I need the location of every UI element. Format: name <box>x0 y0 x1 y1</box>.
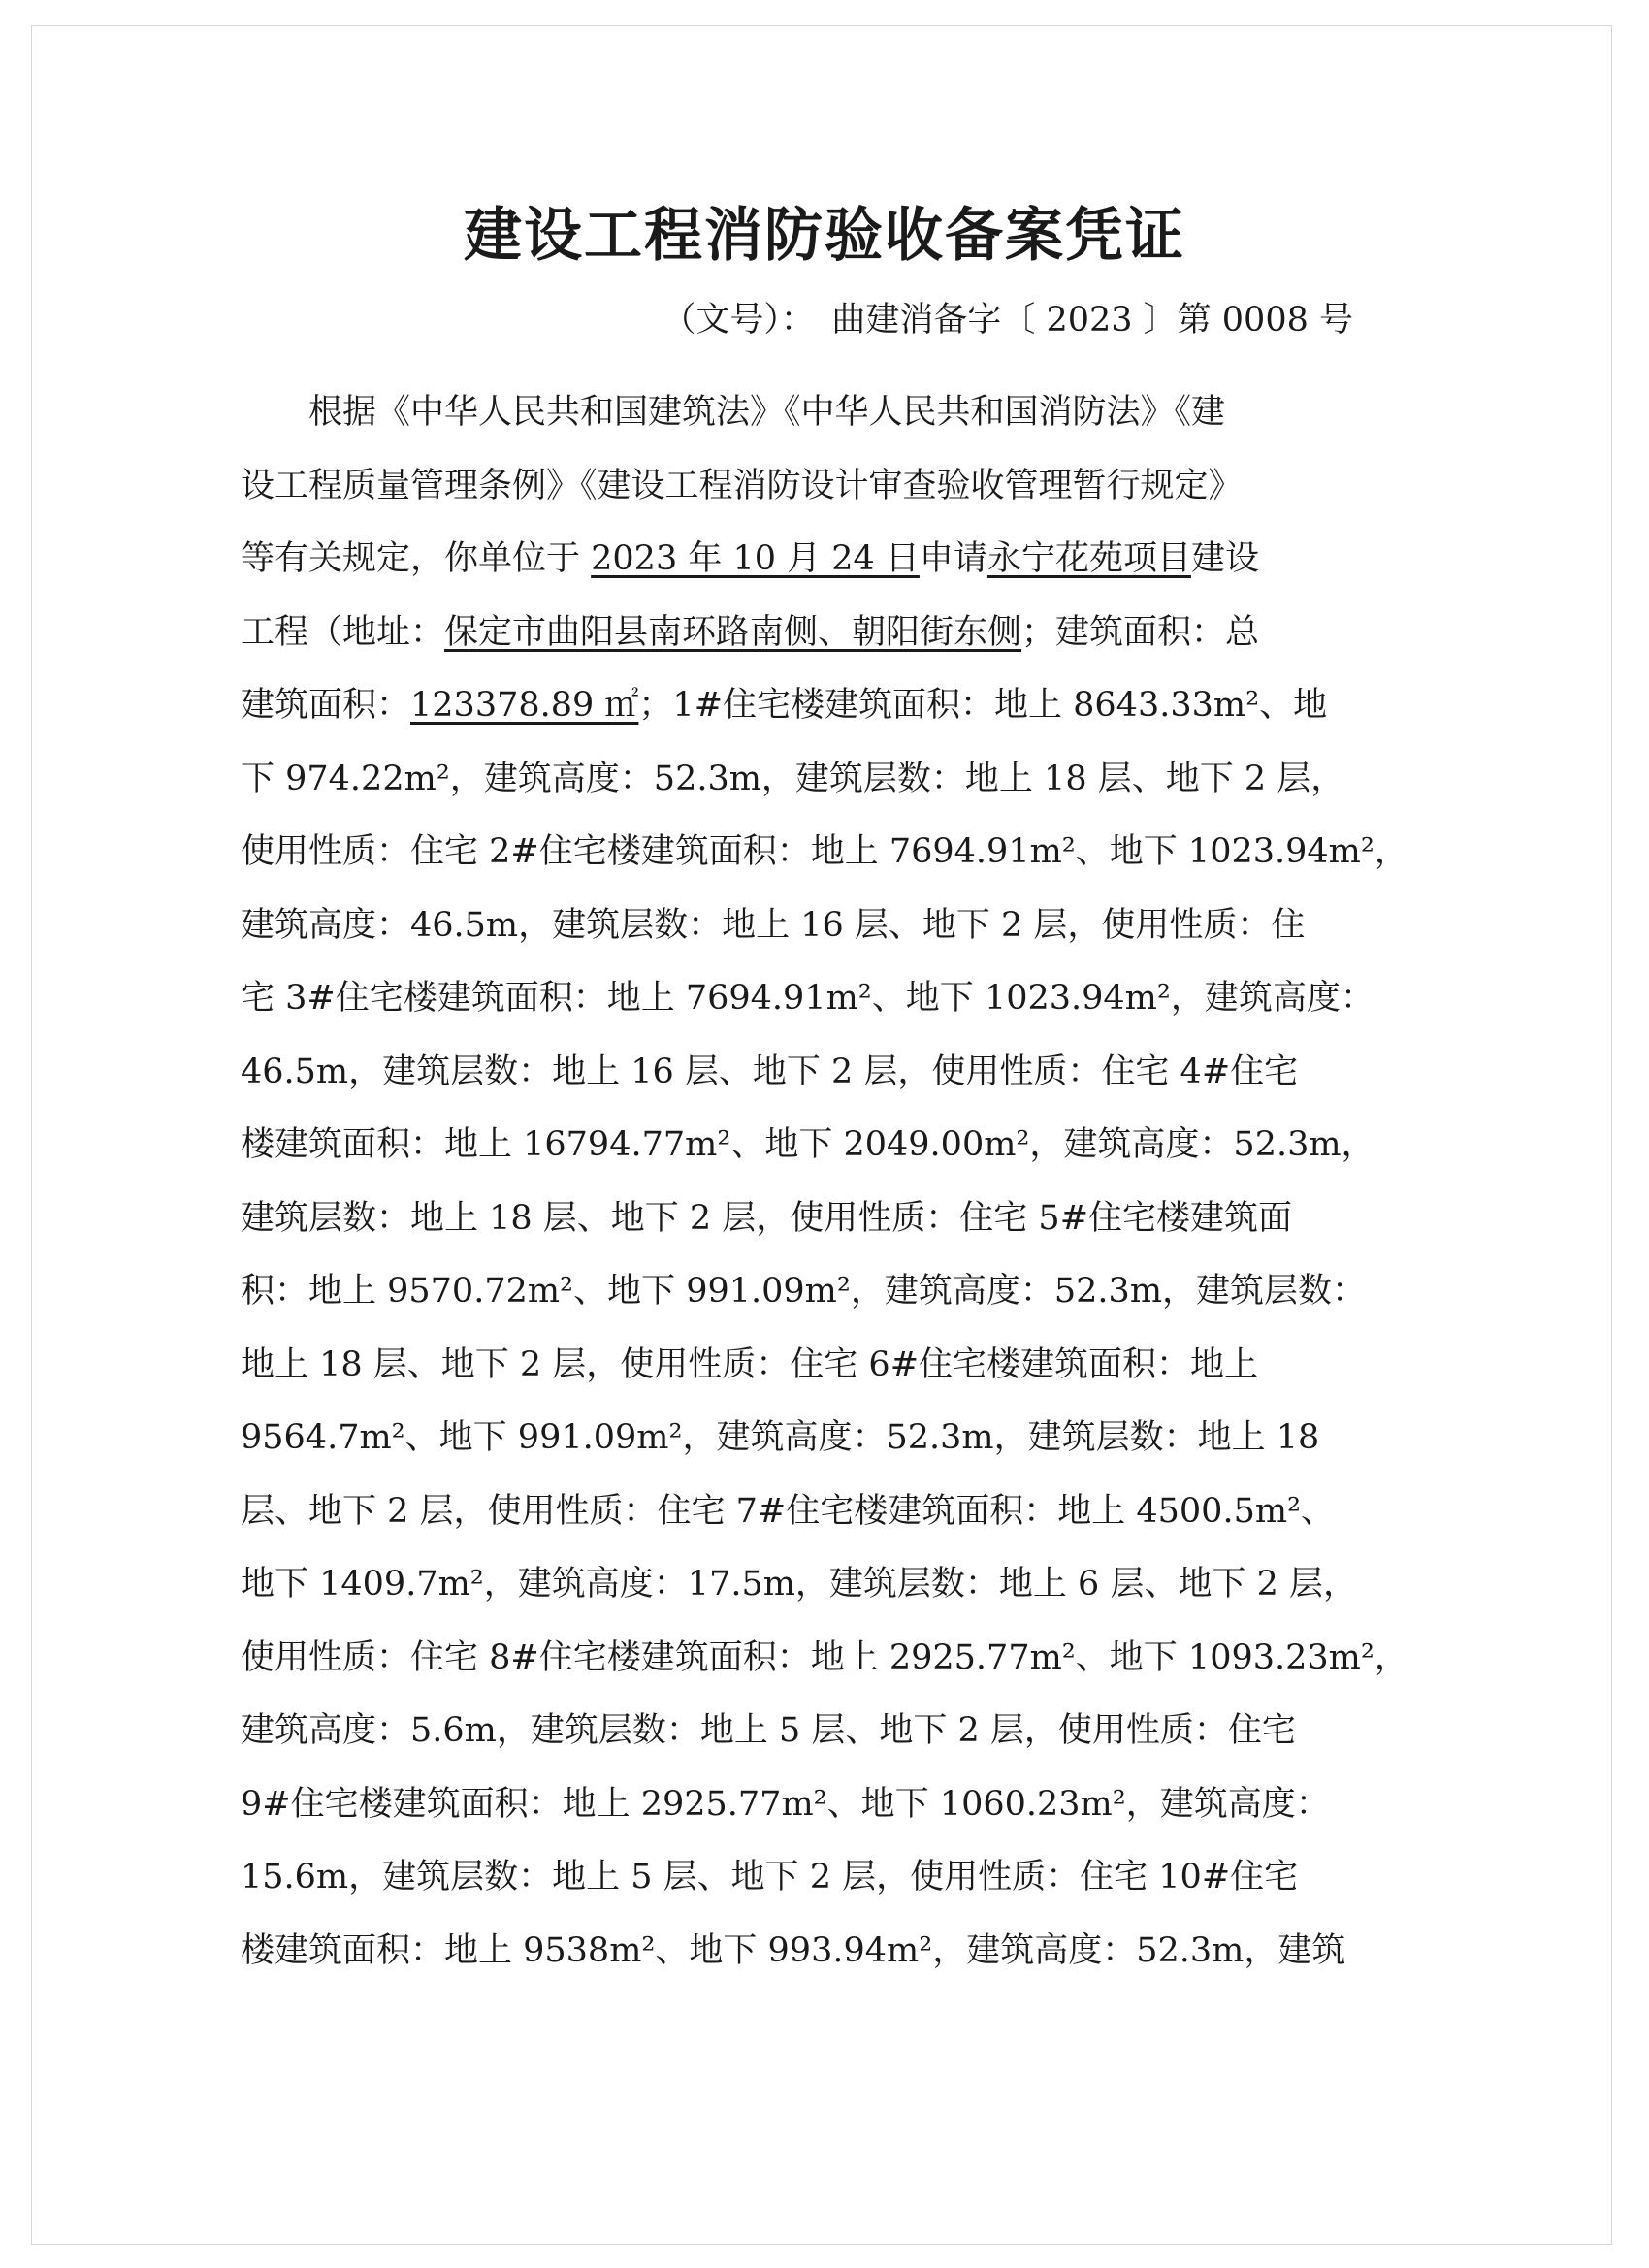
body-line <box>241 523 1364 597</box>
body-text-segment: 地上 18 层、地下 2 层，使用性质：住宅 6#住宅楼建筑面积：地上 <box>241 1345 1259 1384</box>
body-text-segment: 15.6m，建筑层数：地上 5 层、地下 2 层，使用性质：住宅 10#住宅 <box>241 1858 1299 1896</box>
underlined-text: 2023 年 10 月 24 日 <box>591 539 920 578</box>
body-text-segment: ；1#住宅楼建筑面积：地上 8643.33m²、地 <box>638 686 1328 725</box>
body-text-segment: 积：地上 9570.72m²、地下 991.09m²，建筑高度：52.3m，建筑层数： <box>241 1272 1367 1311</box>
body-line <box>241 1183 1364 1256</box>
body-text-segment: 地下 1409.7m²，建筑高度：17.5m，建筑层数：地上 6 层、地下 2 层， <box>241 1565 1357 1604</box>
body-line <box>241 1695 1364 1768</box>
body-line <box>241 597 1364 670</box>
body-text-segment: 建筑面积： <box>241 686 411 725</box>
body-text-segment: 使用性质：住宅 2#住宅楼建筑面积：地上 7694.91m²、地下 1023.94m²， <box>241 832 1408 871</box>
body-text-segment: 申请 <box>919 539 987 578</box>
body-line <box>241 816 1408 890</box>
body-line <box>241 1475 1364 1549</box>
body-line <box>241 1841 1364 1915</box>
body-text-segment: 层、地下 2 层，使用性质：住宅 7#住宅楼建筑面积：地上 4500.5m²、 <box>241 1491 1336 1531</box>
body-text-segment: 楼建筑面积：地上 9538m²、地下 993.94m²，建筑高度：52.3m，建筑 <box>241 1930 1346 1970</box>
body-line <box>241 1768 1364 1842</box>
body-text-segment: 建设 <box>1190 539 1259 578</box>
body-text-segment: 建筑层数：地上 18 层、地下 2 层，使用性质：住宅 5#住宅楼建筑面 <box>241 1198 1293 1238</box>
body-text-segment: 建筑高度：46.5m，建筑层数：地上 16 层、地下 2 层，使用性质：住 <box>241 905 1306 945</box>
body-line <box>241 1402 1364 1475</box>
body-line <box>241 1915 1364 1989</box>
body-text-segment: 楼建筑面积：地上 16794.77m²、地下 2049.00m²，建筑高度：52.3m， <box>241 1125 1375 1164</box>
body-line <box>241 1548 1364 1622</box>
body-text-segment: 下 974.22m²，建筑高度：52.3m，建筑层数：地上 18 层、地下 2 层， <box>241 759 1345 798</box>
body-line <box>241 1329 1364 1403</box>
document-number: （文号）： 曲建消备字〔 2023 〕第 0008 号 <box>662 301 1353 340</box>
body-line <box>241 669 1364 743</box>
body-line <box>241 962 1374 1036</box>
underlined-text: 保定市曲阳县南环路南侧、朝阳街东侧 <box>444 612 1022 652</box>
body-text-segment: 46.5m，建筑层数：地上 16 层、地下 2 层，使用性质：住宅 4#住宅 <box>241 1052 1299 1091</box>
body-line <box>241 1109 1375 1183</box>
body-text-segment: 工程（地址： <box>241 612 445 652</box>
body-text-segment: 建筑高度：5.6m，建筑层数：地上 5 层、地下 2 层，使用性质：住宅 <box>241 1711 1296 1750</box>
body-text-segment: 9564.7m²、地下 991.09m²，建筑高度：52.3m，建筑层数：地上 18 <box>241 1418 1320 1457</box>
body-text-segment: 9#住宅楼建筑面积：地上 2925.77m²、地下 1060.23m²，建筑高度： <box>241 1784 1330 1824</box>
body-text-segment: 设工程质量管理条例》《建设工程消防设计审查验收管理暂行规定》 <box>241 466 1243 505</box>
body-line <box>241 1036 1364 1110</box>
underlined-text: 123378.89 ㎡ <box>410 686 639 725</box>
body-text-segment: 根据《中华人民共和国建筑法》《中华人民共和国消防法》《建 <box>241 393 1226 432</box>
underlined-text: 永宁花苑项目 <box>986 539 1191 578</box>
body-text-segment: ；建筑面积：总 <box>1021 612 1260 652</box>
body-line <box>241 1255 1367 1329</box>
body-line <box>241 1622 1408 1696</box>
body-text-segment: 宅 3#住宅楼建筑面积：地上 7694.91m²、地下 1023.94m²，建筑高度： <box>241 979 1374 1018</box>
body-line <box>241 743 1364 817</box>
body-line <box>241 450 1364 524</box>
body-text-segment: 等有关规定，你单位于 <box>241 539 592 578</box>
body-text-segment: 使用性质：住宅 8#住宅楼建筑面积：地上 2925.77m²、地下 1093.23m²， <box>241 1637 1408 1677</box>
body-line <box>241 890 1364 963</box>
document-body <box>241 376 1408 1988</box>
body-line <box>241 376 1364 450</box>
document-title: 建设工程消防验收备案凭证 <box>464 202 1185 270</box>
